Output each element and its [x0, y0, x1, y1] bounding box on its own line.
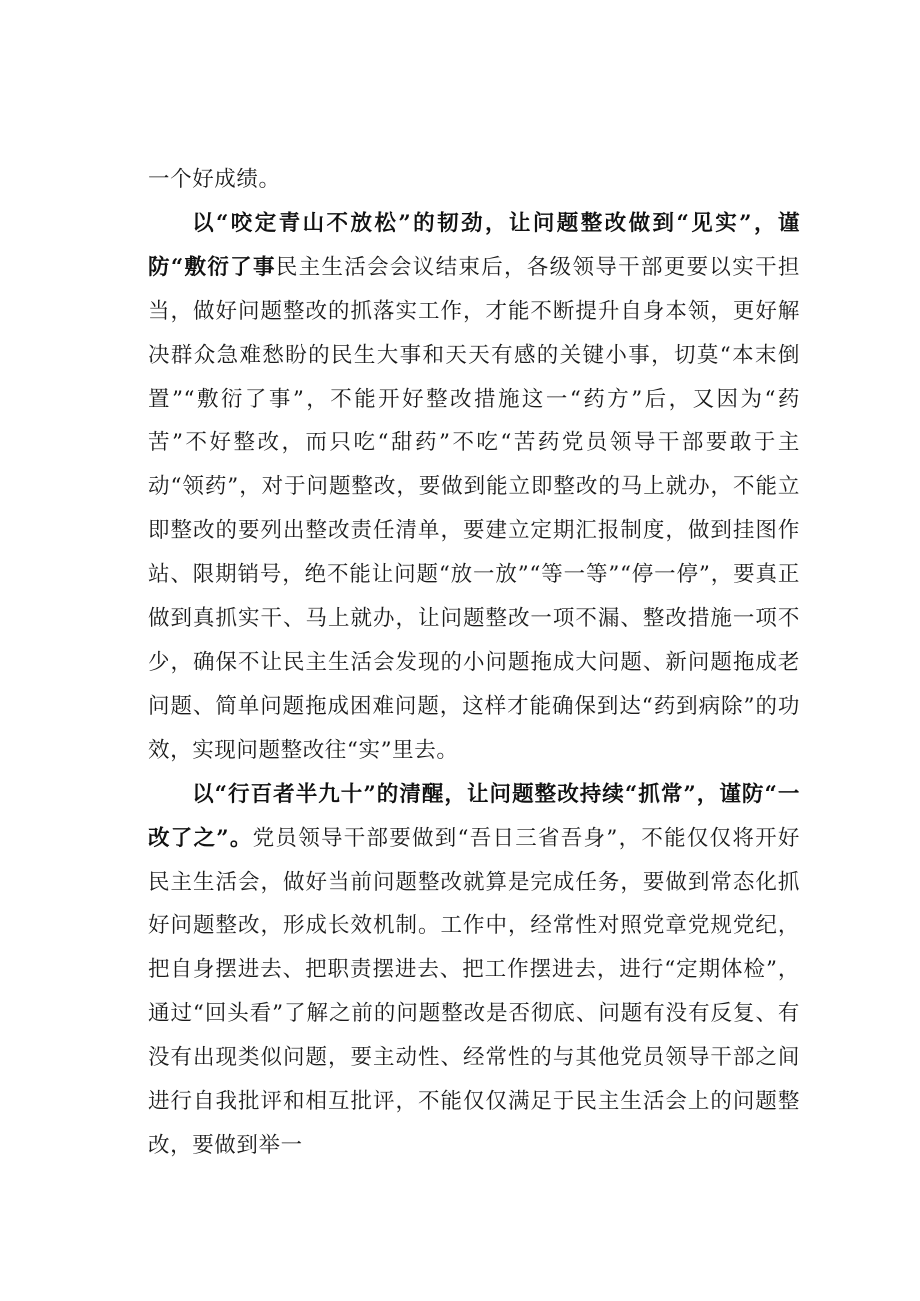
paragraph-lead-heading: 以“行百者半九十”的清醒，让问题整改持续“抓常”，谨防“一改了之”。: [148, 781, 800, 851]
paragraph-lead-heading: 以“咬定青山不放松”的韧劲，让问题整改做到“见实”，谨防“敷衍了事: [148, 210, 800, 280]
document-body: [148, 158, 800, 1168]
paragraph-keep-regular: [148, 773, 800, 1168]
paragraph-body: 一个好成绩。: [148, 167, 281, 192]
paragraph-body: 民主生活会会议结束后，各级领导干部更要以实干担当，做好问题整改的抓落实工作，才能不断提升自身本领，更好解决群众急难愁盼的民生大事和天天有感的关键小事，切莫“本末倒置”“敷衍了事”，不能开好整改措施这一“药方”后，又因为“药苦”不好整改，而只吃“甜药”不吃“苦药党员领导干部要敢于主动“领药”，对于问题整改，要做到能立即整改的马上就办，不能立即整改的要列出整改责任清单，要建立定期汇报制度，做到挂图作站、限期销号，绝不能让问题“放一放”“等一等”“停一停”，要真正做到真抓实干、马上就办，让问题整改一项不漏、整改措施一项不少，确保不让民主生活会发现的小问题拖成大问题、新问题拖成老问题、简单问题拖成困难问题，这样才能确保到达“药到病除”的功效，实现问题整改往“实”里去。: [148, 254, 801, 763]
paragraph-body: 党员领导干部要做到“吾日三省吾身”，不能仅仅将开好民主生活会，做好当前问题整改就算是完成任务，要做到常态化抓好问题整改，形成长效机制。工作中，经常性对照党章党规党纪，把自身摆进去、把职责摆进去、把工作摆进去，进行“定期体检”，通过“回头看”了解之前的问题整改是否彻底、问题有没有反复、有没有出现类似问题，要主动性、经常性的与其他党员领导干部之间进行自我批评和相互批评，不能仅仅满足于民主生活会上的问题整改，要做到举一: [148, 825, 800, 1158]
paragraph-continuation: [148, 158, 800, 202]
paragraph-see-results: [148, 202, 800, 773]
